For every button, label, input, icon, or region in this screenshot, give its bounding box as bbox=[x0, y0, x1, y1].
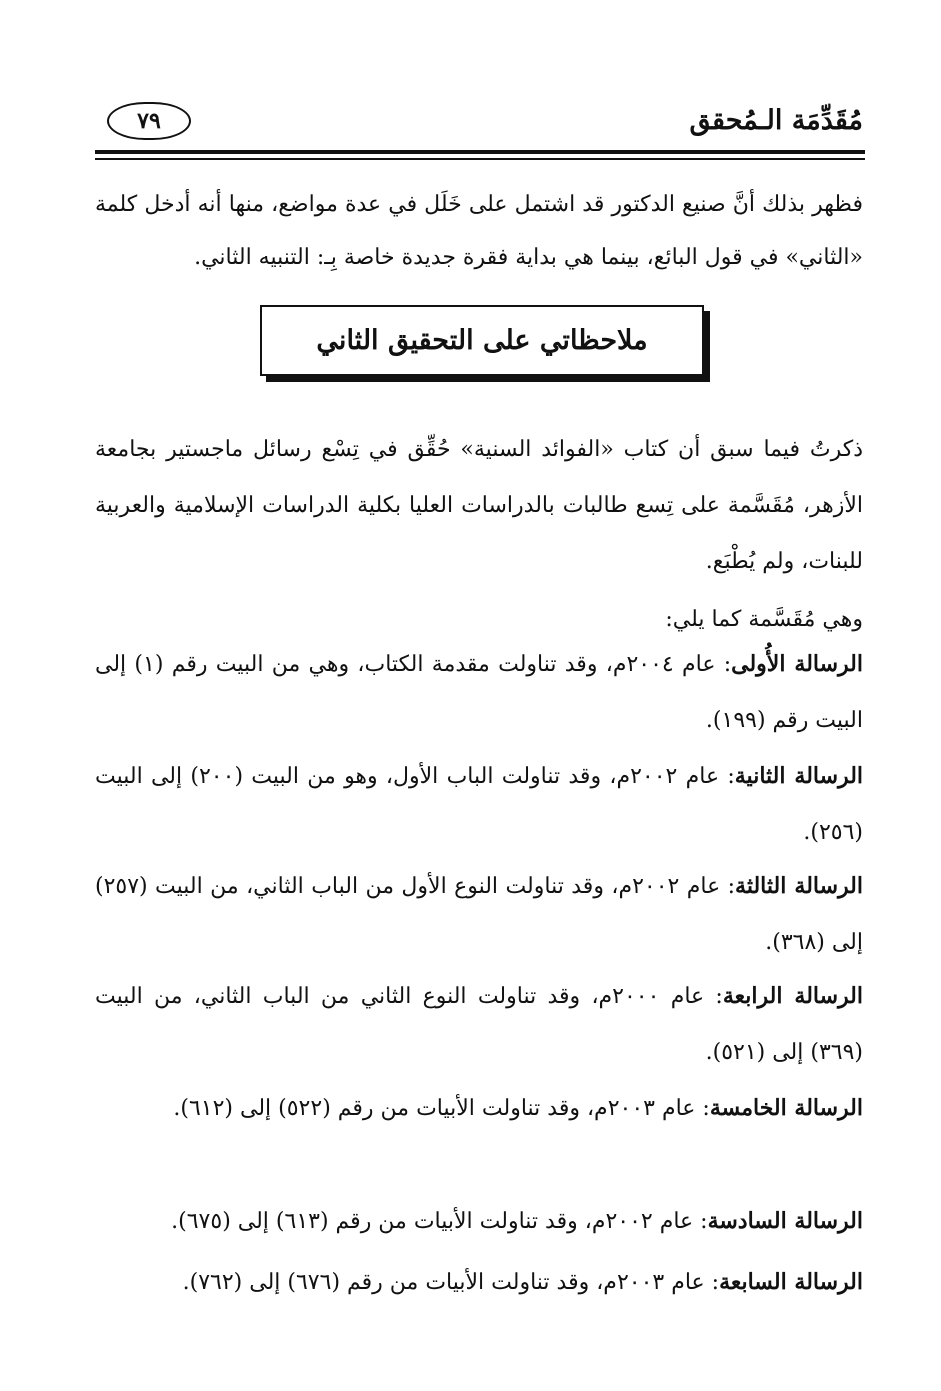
thesis-label: الرسالة الثالثة bbox=[735, 873, 863, 899]
thesis-item-4 bbox=[95, 968, 863, 1081]
thesis-item-5 bbox=[95, 1080, 863, 1137]
section-heading: ملاحظاتي على التحقيق الثاني bbox=[316, 325, 648, 356]
thesis-label: الرسالة السابعة bbox=[719, 1269, 863, 1295]
thesis-item-3 bbox=[95, 858, 863, 971]
page-number: ٧٩ bbox=[107, 102, 191, 140]
intro-paragraph: فظهر بذلك أنَّ صنيع الدكتور قد اشتمل على خَلَل في عدة مواضع، منها أنه أدخل كلمة «الثاني» في قول البائع، بينما هي بداية فقرة جديدة خاصة بِـ: التنبيه الثاني. bbox=[95, 192, 863, 270]
thesis-text: : عام ٢٠٠٤م، وقد تناولت مقدمة الكتاب، وهي من البيت رقم (١) إلى البيت رقم (١٩٩). bbox=[95, 652, 863, 733]
thesis-text: : عام ٢٠٠٣م، وقد تناولت الأبيات من رقم (٥٢٢) إلى (٦١٢). bbox=[173, 1096, 710, 1121]
thesis-label: الرسالة الأُولى bbox=[731, 651, 863, 677]
thesis-item-1 bbox=[95, 636, 863, 749]
running-title: مُقَدِّمَة الـمُحقق bbox=[689, 105, 863, 136]
thesis-item-2 bbox=[95, 748, 863, 861]
thesis-text: : عام ٢٠٠٣م، وقد تناولت الأبيات من رقم (٦٧٦) إلى (٧٦٢). bbox=[182, 1270, 720, 1295]
split-intro-line: وهي مُقَسَّمة كما يلي: bbox=[665, 607, 863, 632]
thesis-text: : عام ٢٠٠٠م، وقد تناولت النوع الثاني من الباب الثاني، من البيت (٣٦٩) إلى (٥٢١). bbox=[95, 984, 863, 1065]
main-paragraph: ذكرتُ فيما سبق أن كتاب «الفوائد السنية» حُقِّق في تِسْع رسائل ماجستير بجامعة الأزهر، مُقَسَّمة على تِسع طالبات بالدراسات العليا بكلية الدراسات الإسلامية والعربية للبنات، ولم يُطْبَع. bbox=[95, 437, 863, 574]
header-rule-thin bbox=[95, 158, 865, 160]
thesis-item-6 bbox=[95, 1193, 863, 1250]
thesis-item-7 bbox=[95, 1254, 863, 1311]
section-heading-box bbox=[260, 305, 704, 376]
thesis-text: : عام ٢٠٠٢م، وقد تناولت النوع الأول من الباب الثاني، من البيت (٢٥٧) إلى (٣٦٨). bbox=[95, 874, 863, 955]
page-header bbox=[95, 92, 863, 148]
thesis-text: : عام ٢٠٠٢م، وقد تناولت الأبيات من رقم (٦١٣) إلى (٦٧٥). bbox=[171, 1209, 708, 1234]
thesis-label: الرسالة الثانية bbox=[734, 763, 864, 789]
header-rule-thick bbox=[95, 150, 865, 154]
thesis-label: الرسالة الرابعة bbox=[722, 983, 863, 1009]
thesis-text: : عام ٢٠٠٢م، وقد تناولت الباب الأول، وهو من البيت (٢٠٠) إلى البيت (٢٥٦). bbox=[95, 764, 863, 845]
thesis-label: الرسالة السادسة bbox=[707, 1208, 863, 1234]
thesis-label: الرسالة الخامسة bbox=[709, 1095, 863, 1121]
